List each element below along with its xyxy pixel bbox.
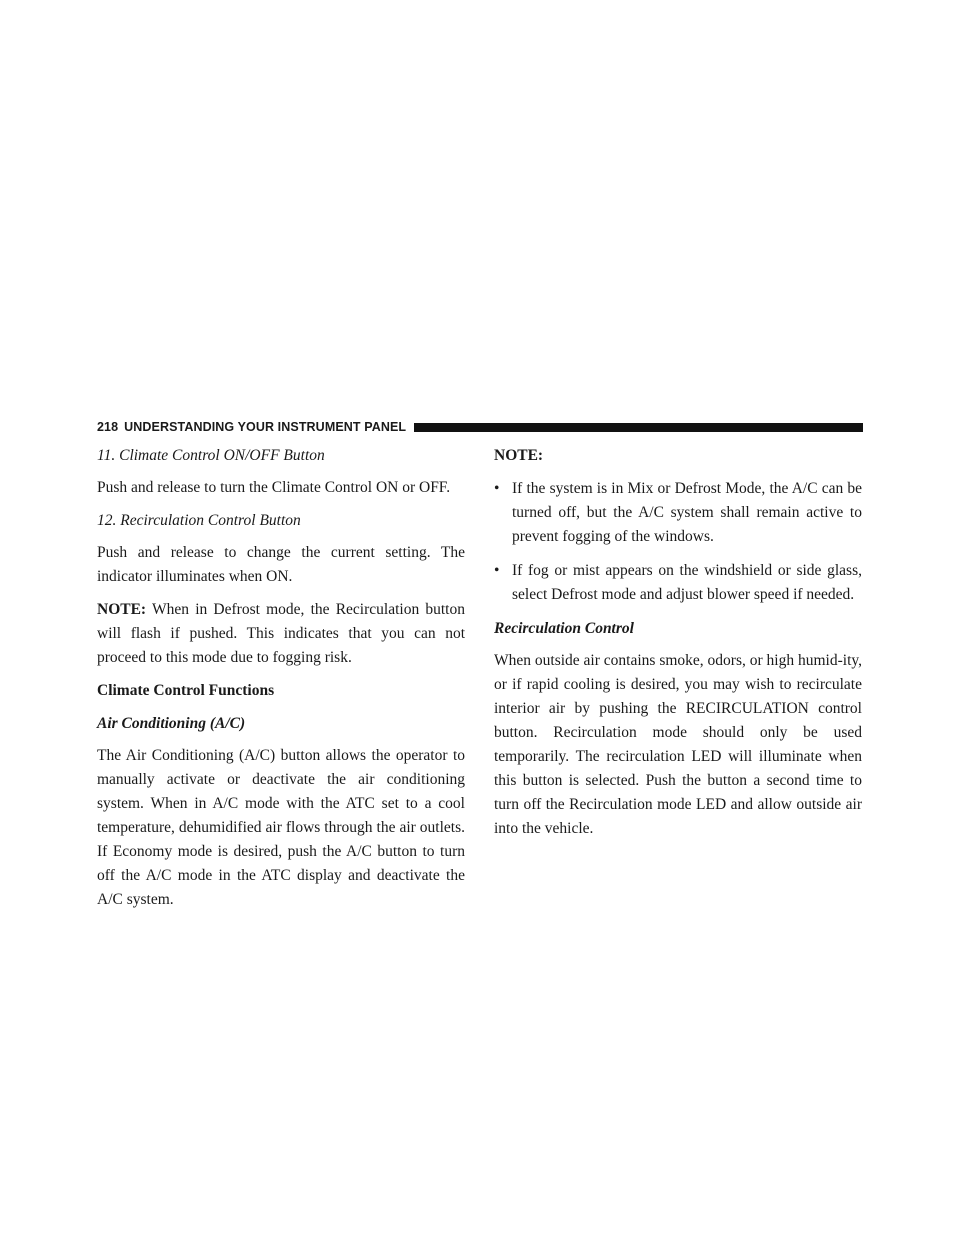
bullet-icon: • [494,480,500,497]
item-12-heading: 12. Recirculation Control Button [97,512,301,529]
recirc-heading: Recirculation Control [494,620,634,637]
page-number: 218 [97,420,119,434]
left-column [97,442,465,921]
right-column [494,442,862,850]
note-text: When in Defrost mode, the Recirculation button will flash if pushed. This indicates that you can not proceed to this mode due to fogging risk. [97,601,465,666]
note-bullets [494,477,862,607]
note-heading: NOTE: [494,447,544,464]
bullet-icon: • [494,562,500,579]
item-11-text: Push and release to turn the Climate Control ON or OFF. [97,479,451,496]
ac-heading: Air Conditioning (A/C) [97,715,246,732]
functions-heading: Climate Control Functions [97,682,275,699]
item-11-heading: 11. Climate Control ON/OFF Button [97,447,325,464]
ac-text: The Air Conditioning (A/C) button allows the operator to manually activate or deactivate the air conditioning system. When in A/C mode with the ATC set to a cool temperature, dehumidified air flows through the air outlets. If Economy mode is desired, push the A/C button to turn off the A/C mode in the ATC display and deactivate the A/C system. [97,747,465,908]
list-item: • If fog or mist appears on the windshield or side glass, select Defrost mode and adjust blower speed if needed. [494,559,862,607]
page-header [97,416,863,438]
note-paragraph [97,598,465,670]
header-rule [414,423,863,432]
item-12-text: Push and release to change the current setting. The indicator illuminates when ON. [97,544,465,585]
recirc-text: When outside air contains smoke, odors, or high humid-ity, or if rapid cooling is desired, you may wish to recirculate interior air by pushing the RECIRCULATION control button. Recirculation mode should only be used temporarily. The recirculation LED will illuminate when this button is selected. Push the button a second time to turn off the Recirculation mode LED and allow outside air into the vehicle. [494,652,862,837]
list-item: • If the system is in Mix or Defrost Mode, the A/C can be turned off, but the A/C system shall remain active to prevent fogging of the windows. [494,477,862,549]
note-label: NOTE: [97,601,147,618]
section-title: UNDERSTANDING YOUR INSTRUMENT PANEL [124,420,407,434]
